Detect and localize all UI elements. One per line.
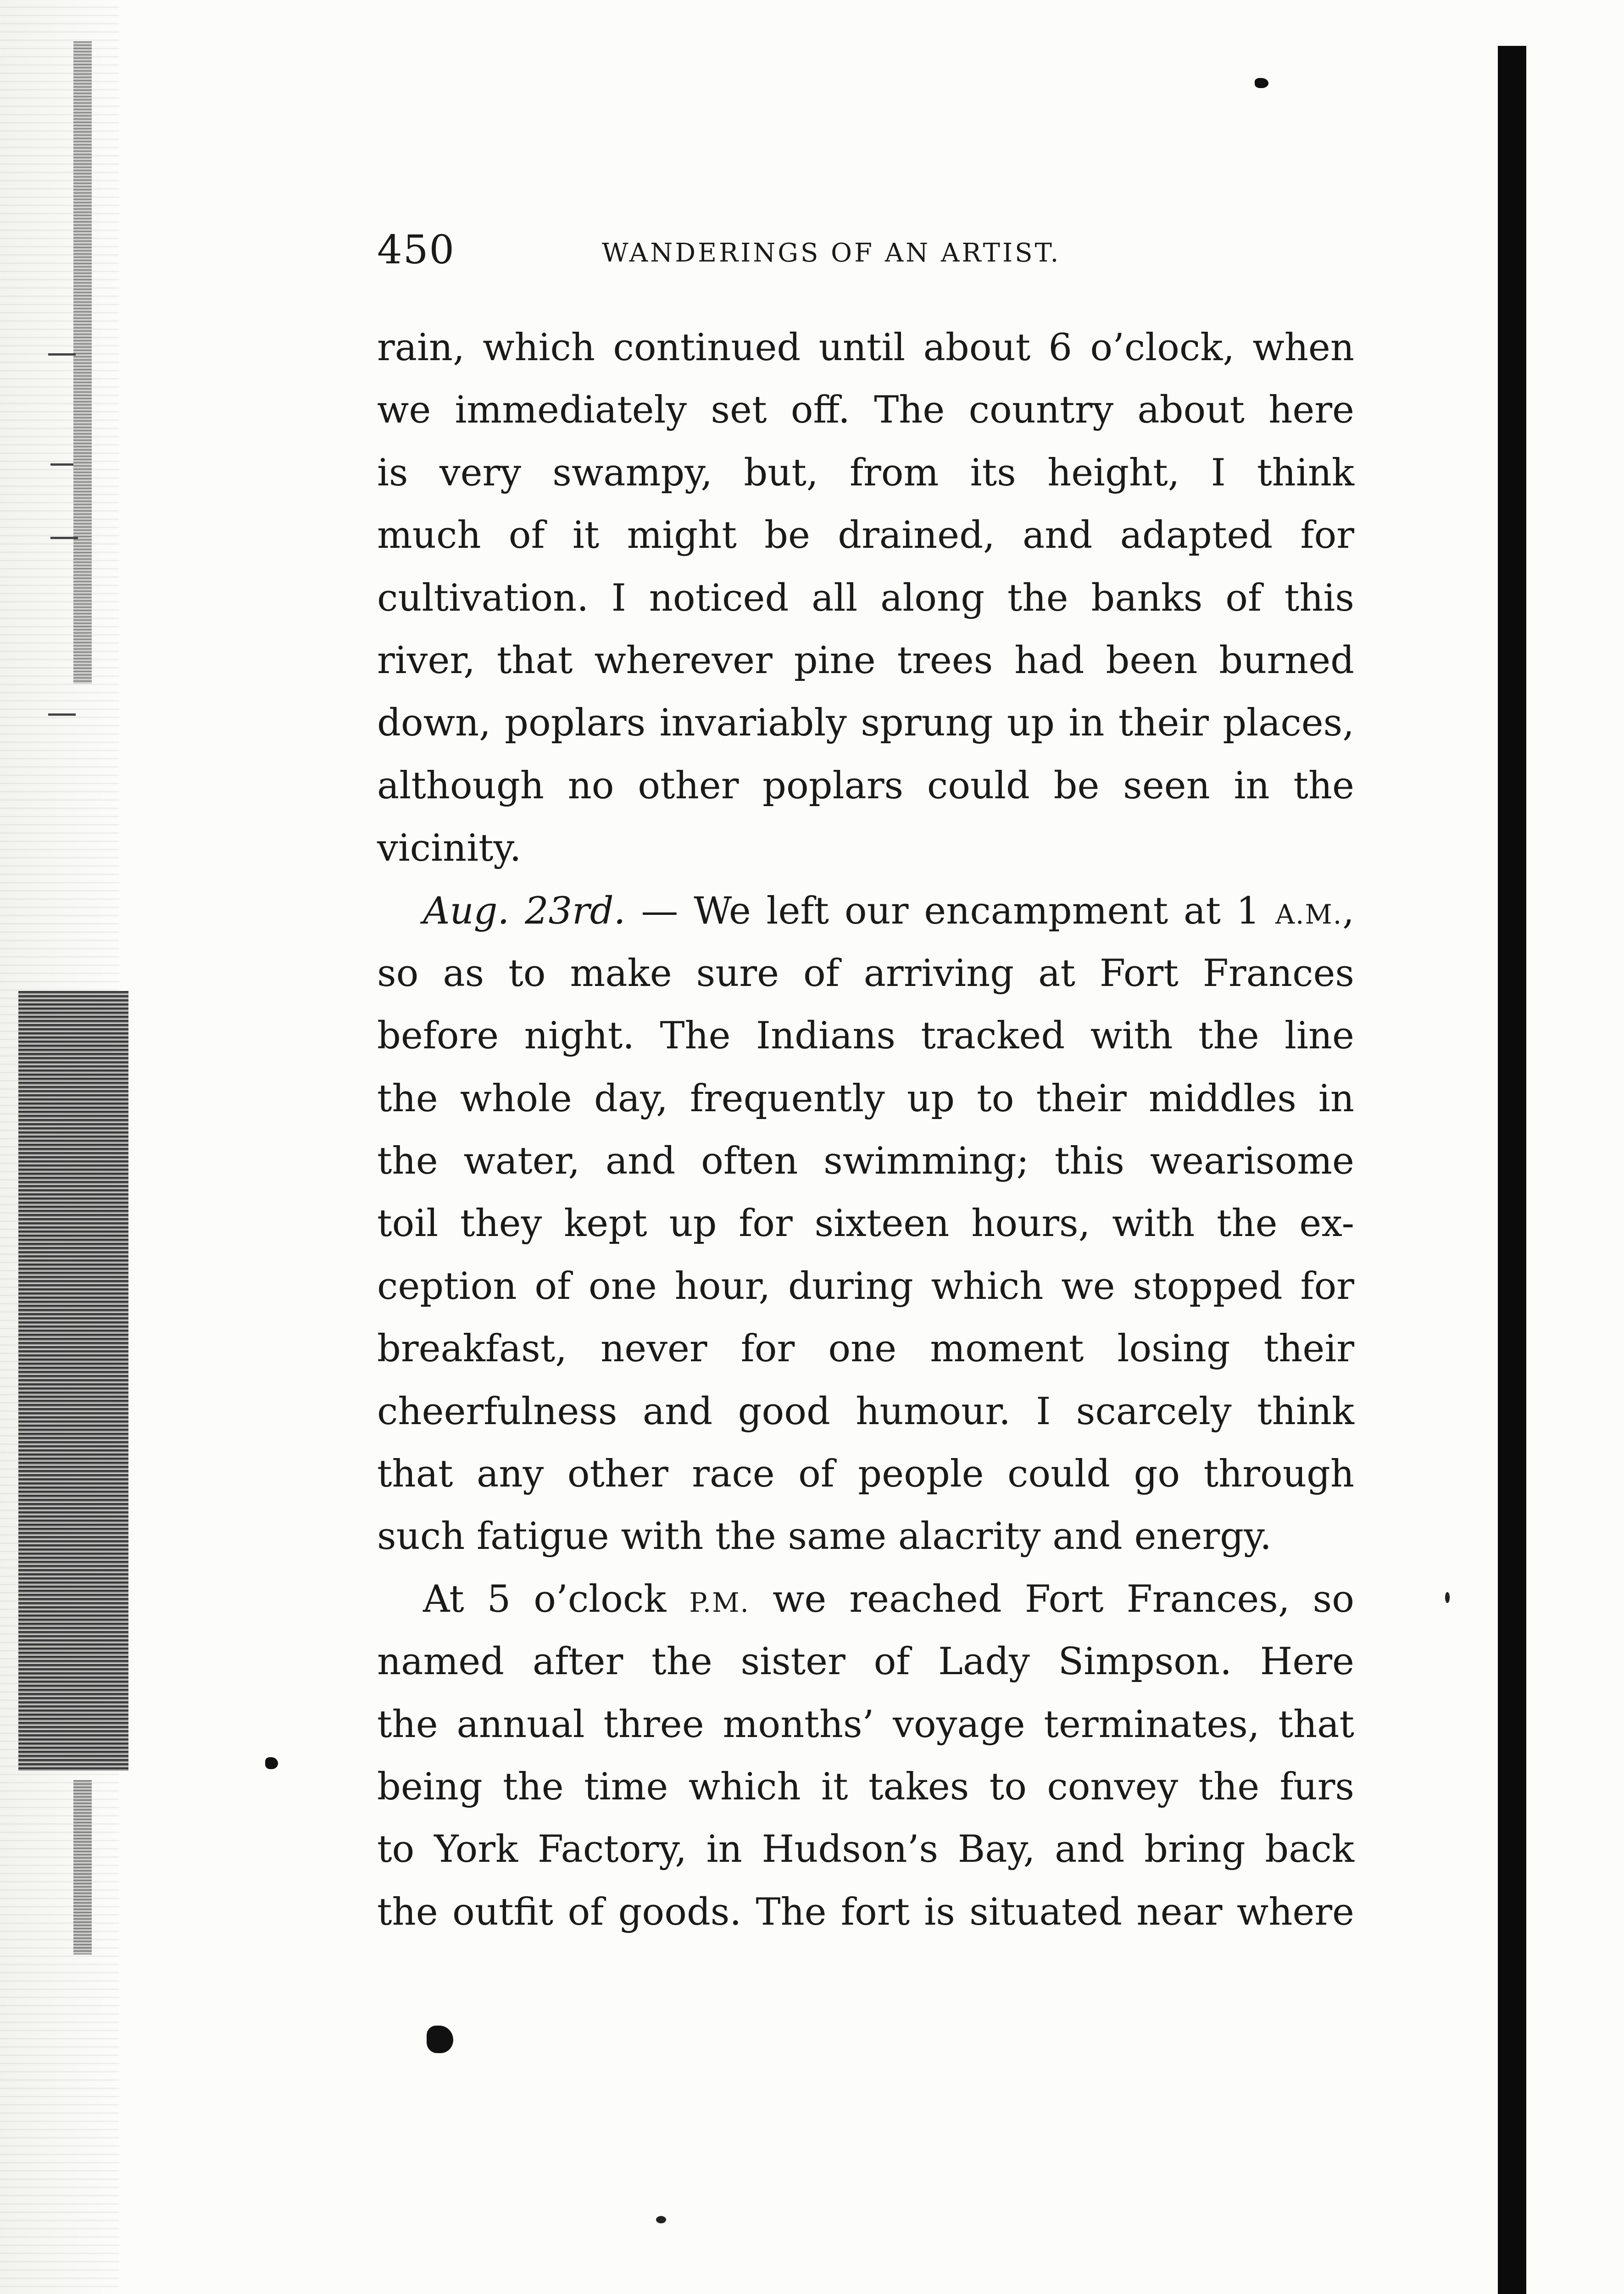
text-line: named after the sister of Lady Simpson. Here	[377, 1640, 1354, 1684]
text-line: river, that wherever pine trees had been burned	[377, 639, 1354, 682]
text-line: vicinity.	[377, 827, 522, 870]
time-abbrev: A.M.	[1275, 898, 1343, 930]
text-line: although no other poplars could be seen in the	[377, 764, 1354, 807]
text-run: we reached Fort Frances, so	[749, 1577, 1354, 1621]
gutter-mark	[50, 537, 78, 539]
body-text	[377, 317, 1354, 1968]
page-edge-shadow	[1498, 46, 1526, 2294]
text-line: rain, which continued until about 6 o’clock, when	[377, 326, 1354, 369]
text-line: the annual three months’ voyage terminates, that	[377, 1703, 1354, 1746]
text-line: is very swampy, but, from its height, I think	[377, 451, 1354, 495]
text-line: that any other race of people could go through	[377, 1453, 1354, 1496]
text-run: ,	[1342, 889, 1354, 933]
text-line: before night. The Indians tracked with the line	[377, 1014, 1354, 1058]
text-line: we immediately set off. The country about here	[377, 389, 1354, 432]
paragraph-1	[377, 317, 1354, 880]
scan-speck	[265, 1757, 278, 1769]
text-line	[377, 1568, 1354, 1631]
scan-speck	[1255, 78, 1268, 88]
text-line: the outfit of goods. The fort is situated near where	[377, 1890, 1354, 1934]
binding-gutter	[0, 0, 119, 2294]
text-line: so as to make sure of arriving at Fort Frances	[377, 952, 1354, 995]
text-line: ception of one hour, during which we stopped for	[377, 1264, 1354, 1308]
page-number: 450	[377, 227, 456, 273]
gutter-mark	[48, 713, 76, 716]
text-line: the whole day, frequently up to their middles in	[377, 1077, 1354, 1120]
text-line: toil they kept up for sixteen hours, with the ex-	[377, 1202, 1354, 1246]
running-head	[377, 225, 1354, 280]
text-run: — We left our encampment at 1	[625, 889, 1276, 933]
gutter-mark	[50, 463, 73, 466]
text-line: much of it might be drained, and adapted for	[377, 514, 1354, 557]
text-line: cheerfulness and good humour. I scarcely think	[377, 1390, 1354, 1433]
text-line	[377, 880, 1354, 942]
scan-speck	[1445, 1592, 1450, 1603]
time-abbrev: P.M.	[689, 1587, 750, 1618]
scan-speck	[656, 2216, 666, 2223]
running-title: WANDERINGS OF AN ARTIST.	[602, 238, 1061, 268]
paragraph-2	[377, 880, 1354, 1568]
text-line: the water, and often swimming; this wearisome	[377, 1140, 1354, 1183]
text-line: breakfast, never for one moment losing their	[377, 1327, 1354, 1371]
scan-blot	[427, 2026, 453, 2053]
date-heading: Aug. 23rd.	[423, 889, 626, 933]
gutter-scan-noise-top	[73, 41, 92, 684]
gutter-scan-noise-middle	[18, 991, 128, 1771]
gutter-scan-noise-bottom	[73, 1780, 92, 1954]
text-line: such fatigue with the same alacrity and energy.	[377, 1515, 1272, 1559]
text-line: being the time which it takes to convey the furs	[377, 1765, 1354, 1809]
text-line: cultivation. I noticed all along the banks of this	[377, 576, 1354, 620]
paragraph-3	[377, 1568, 1354, 1943]
text-run: At 5 o’clock	[423, 1577, 690, 1621]
text-line: down, poplars invariably sprung up in their places,	[377, 702, 1354, 745]
gutter-mark	[48, 353, 76, 356]
text-line: to York Factory, in Hudson’s Bay, and bring back	[377, 1828, 1354, 1871]
